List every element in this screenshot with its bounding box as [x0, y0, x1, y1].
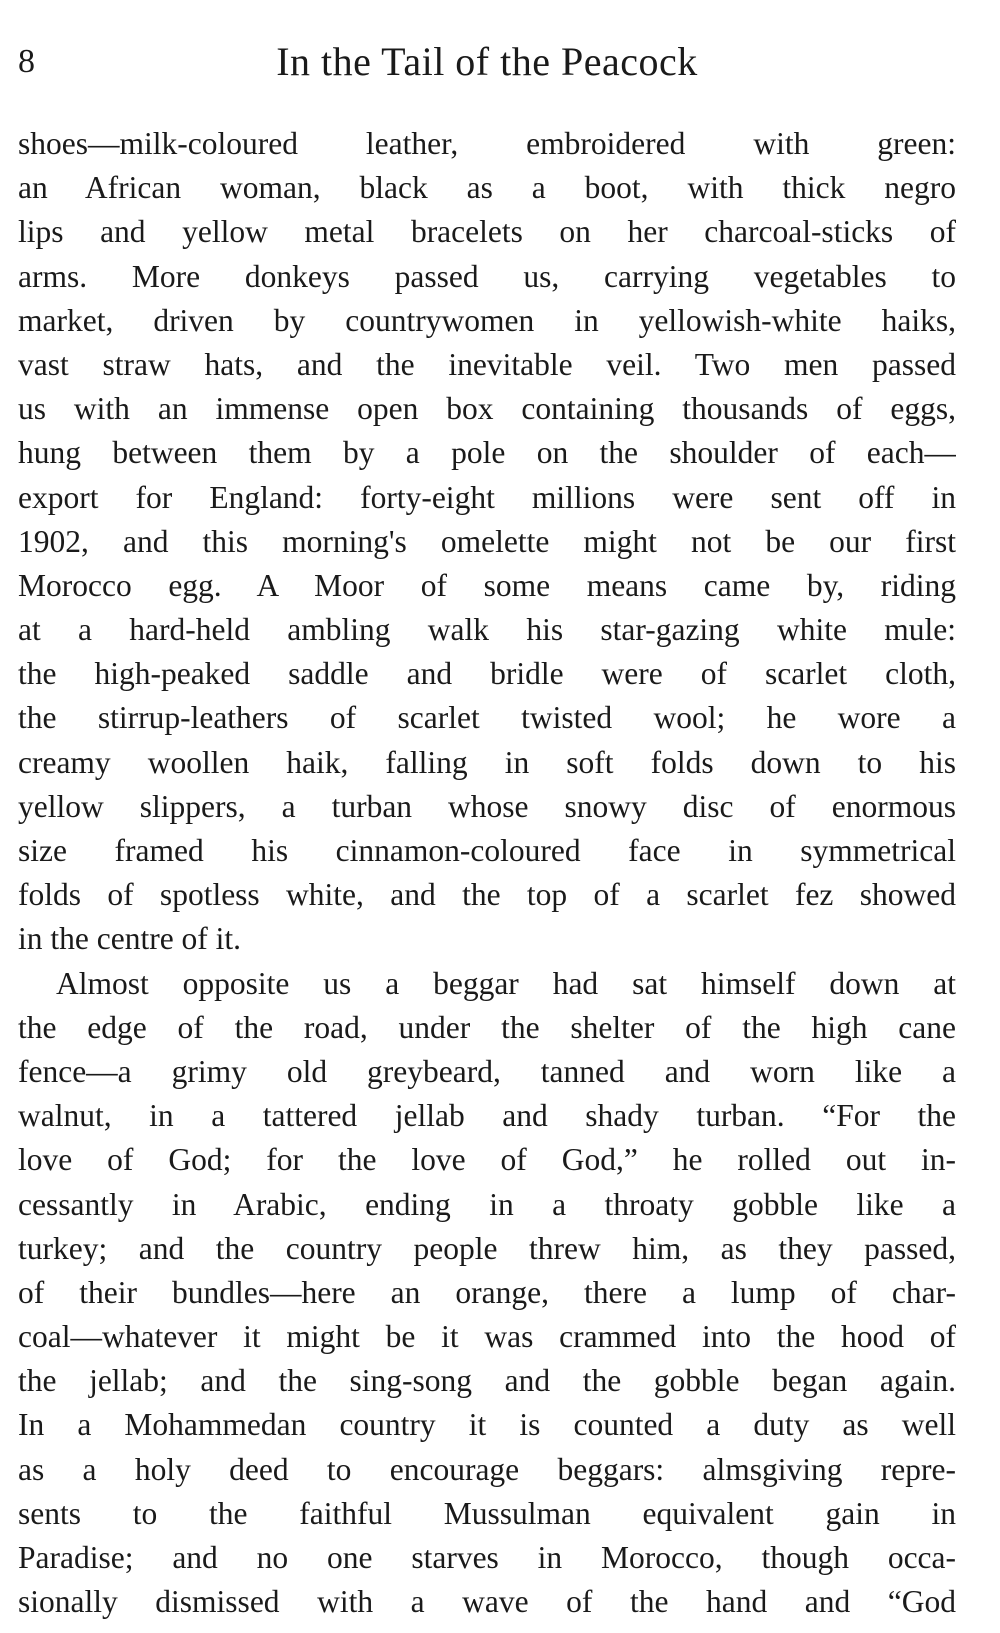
text-line: arms. More donkeys passed us, carrying vegetables to — [18, 258, 956, 294]
text-line: of their bundles—here an orange, there a lump of char- — [18, 1274, 956, 1310]
text-line: sionally dismissed with a wave of the hand and “God — [18, 1584, 956, 1620]
text-line: an African woman, black as a boot, with thick negro — [18, 170, 956, 206]
text-line: the edge of the road, under the shelter of the high cane — [18, 1009, 956, 1045]
text-line: the high-peaked saddle and bridle were of scarlet cloth, — [18, 656, 956, 692]
text-body — [18, 122, 956, 1624]
text-line: cessantly in Arabic, ending in a throaty gobble like a — [18, 1186, 956, 1222]
page-number: 8 — [18, 43, 35, 80]
text-line: Almost opposite us a beggar had sat himself down at — [56, 965, 956, 1001]
text-line: lips and yellow metal bracelets on her charcoal-sticks of — [18, 214, 956, 250]
text-line: at a hard-held ambling walk his star-gazing white mule: — [18, 612, 956, 648]
text-line: creamy woollen haik, falling in soft folds down to his — [18, 744, 956, 780]
text-line: the stirrup-leathers of scarlet twisted wool; he wore a — [18, 700, 956, 736]
paragraph-2 — [18, 962, 956, 1625]
text-line: Paradise; and no one starves in Morocco, though occa- — [18, 1540, 956, 1575]
text-line: the jellab; and the sing-song and the gobble began again. — [18, 1363, 956, 1399]
running-title: In the Tail of the Peacock — [276, 39, 698, 84]
running-head — [18, 0, 956, 100]
text-line: In a Mohammedan country it is counted a duty as well — [18, 1407, 956, 1443]
book-page — [18, 0, 956, 1633]
text-line: sents to the faithful Mussulman equivalent gain in — [18, 1495, 956, 1531]
text-line: walnut, in a tattered jellab and shady turban. “For the — [18, 1098, 956, 1134]
text-line: coal—whatever it might be it was crammed into the hood of — [18, 1319, 956, 1355]
text-line: size framed his cinnamon-coloured face in symmetrical — [18, 833, 956, 868]
text-line: as a holy deed to encourage beggars: almsgiving repre- — [18, 1451, 956, 1487]
text-line: love of God; for the love of God,” he rolled out in- — [18, 1142, 956, 1178]
text-line: export for England: forty-eight millions were sent off in — [18, 479, 956, 515]
text-line: folds of spotless white, and the top of a scarlet fez showed — [18, 877, 956, 913]
text-line: fence—a grimy old greybeard, tanned and worn like a — [18, 1053, 956, 1089]
text-line: hung between them by a pole on the shoulder of each— — [18, 435, 956, 471]
text-line: vast straw hats, and the inevitable veil. Two men passed — [18, 346, 956, 382]
text-line: market, driven by countrywomen in yellowish-white haiks, — [18, 302, 956, 338]
text-line: yellow slippers, a turban whose snowy disc of enormous — [18, 788, 956, 824]
text-line: in the centre of it. — [18, 921, 242, 957]
text-line: Morocco egg. A Moor of some means came by, riding — [18, 567, 956, 603]
text-line: us with an immense open box containing thousands of eggs, — [18, 391, 956, 427]
text-line: shoes—milk-coloured leather, embroidered with green: — [18, 126, 956, 161]
text-line: turkey; and the country people threw him, as they passed, — [18, 1230, 956, 1266]
text-line: 1902, and this morning's omelette might not be our first — [18, 523, 956, 559]
paragraph-1 — [18, 122, 956, 962]
